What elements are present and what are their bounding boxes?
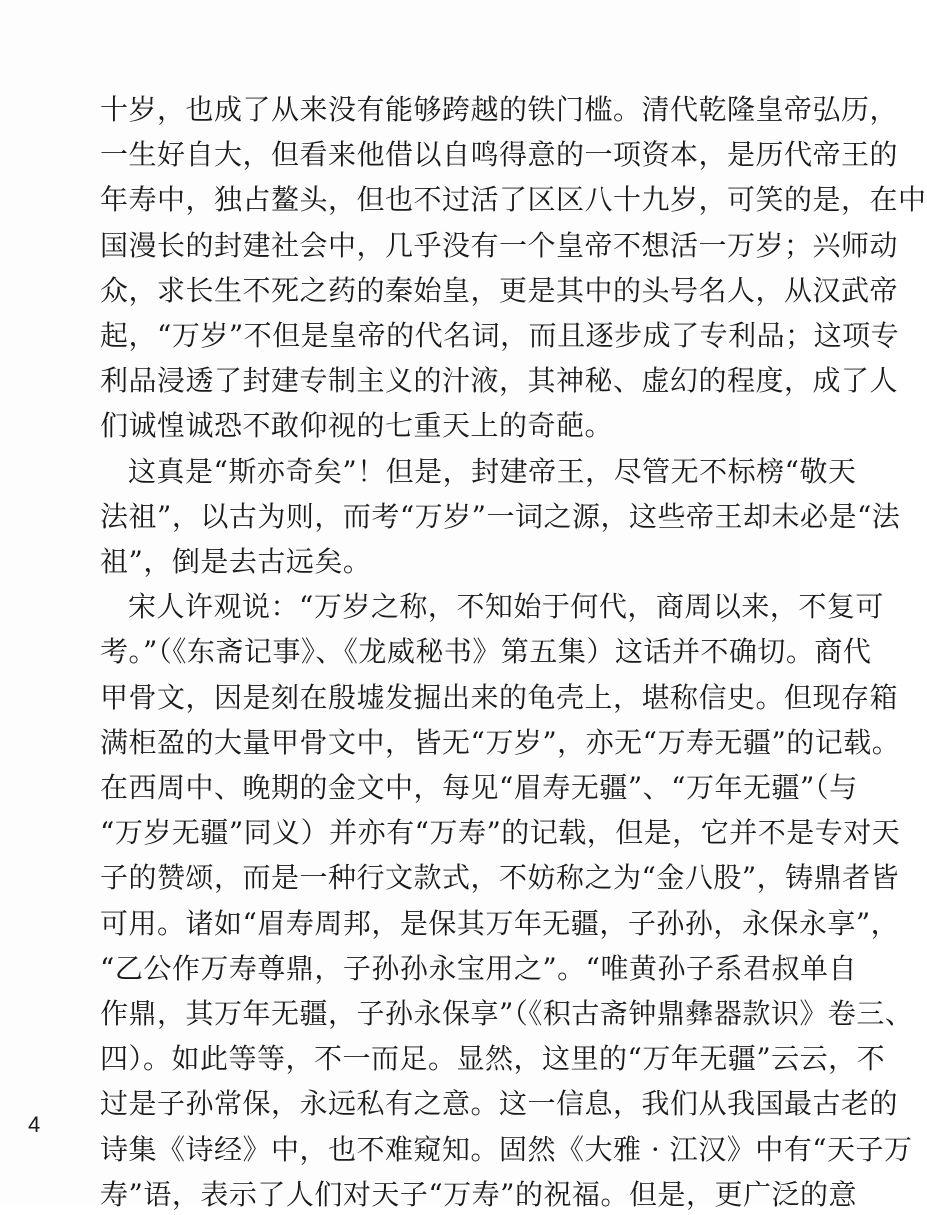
paragraph-first-line: 这真是“斯亦奇矣”！但是，封建帝王，尽管无不标榜“敬天 <box>128 454 857 488</box>
text-line: 国漫长的封建社会中，几乎没有一个皇帝不想活一万岁；兴师动 <box>100 228 899 262</box>
text-line: “乙公作万寿尊鼎，子孙孙永宝用之”。“唯黄孙子系君叔单自 <box>100 951 857 985</box>
text-line: 们诚惶诚恐不敢仰视的七重天上的奇葩。 <box>100 409 614 443</box>
text-line: 十岁，也成了从来没有能够跨越的铁门槛。清代乾隆皇帝弘历， <box>100 93 899 126</box>
text-line: 法祖”，以古为则，而考“万岁”一词之源，这些帝王却未必是“法 <box>100 499 901 533</box>
text-line: 一生好自大，但看来他借以自鸣得意的一项资本，是历代帝王的 <box>100 138 899 172</box>
page-number: 4 <box>28 1112 41 1137</box>
text-line: 作鼎，其万年无疆，子孙永保享”（《积古斋钟鼎彝器款识》卷三、 <box>100 997 914 1030</box>
text-line: 年寿中，独占鳌头，但也不过活了区区八十九岁，可笑的是，在中 <box>100 183 927 217</box>
text-line: “万岁无疆”同义）并亦有“万寿”的记载，但是，它并不是专对天 <box>100 816 901 850</box>
text-line: 过是子孙常保，永远私有之意。这一信息，我们从我国最古老的 <box>100 1087 899 1121</box>
text-line: 子的赞颂，而是一种行文款式，不妨称之为“金八股”，铸鼎者皆 <box>100 861 900 895</box>
text-line: 祖”，倒是去古远矣。 <box>100 545 372 578</box>
paragraph-first-line: 宋人许观说：“万岁之称，不知始于何代，商周以来，不复可 <box>128 590 884 624</box>
text-line: 诗集《诗经》中，也不难窥知。固然《大雅 · 江汉》中有“天子万 <box>100 1132 913 1166</box>
text-line: 众，求长生不死之药的秦始皇，更是其中的头号名人，从汉武帝 <box>100 273 899 307</box>
text-line: 利品浸透了封建专制主义的汁液，其神秘、虚幻的程度，成了人 <box>100 364 899 398</box>
text-line: 在西周中、晚期的金文中，每见“眉寿无疆”、“万年无疆”（与 <box>100 771 858 804</box>
text-line: 考。”（《东斋记事》、《龙威秘书》第五集）这话并不确切。商代 <box>100 635 872 669</box>
text-line: 起，“万岁”不但是皇帝的代名词，而且逐步成了专利品；这项专 <box>100 319 900 352</box>
text-line: 寿”语，表示了人们对天子“万寿”的祝福。但是，更广泛的意 <box>100 1177 857 1211</box>
text-line: 甲骨文，因是刻在殷墟发掘出来的龟壳上，堪称信史。但现存箱 <box>100 680 899 714</box>
text-line: 四）。如此等等，不一而足。显然，这里的“万年无疆”云云，不 <box>100 1042 886 1076</box>
text-line: 可用。诸如“眉寿周邦，是保其万年无疆，子孙孙，永保永享”， <box>100 906 900 940</box>
text-line: 满柜盈的大量甲骨文中，皆无“万岁”，亦无“万寿无疆”的记载。 <box>100 725 901 759</box>
